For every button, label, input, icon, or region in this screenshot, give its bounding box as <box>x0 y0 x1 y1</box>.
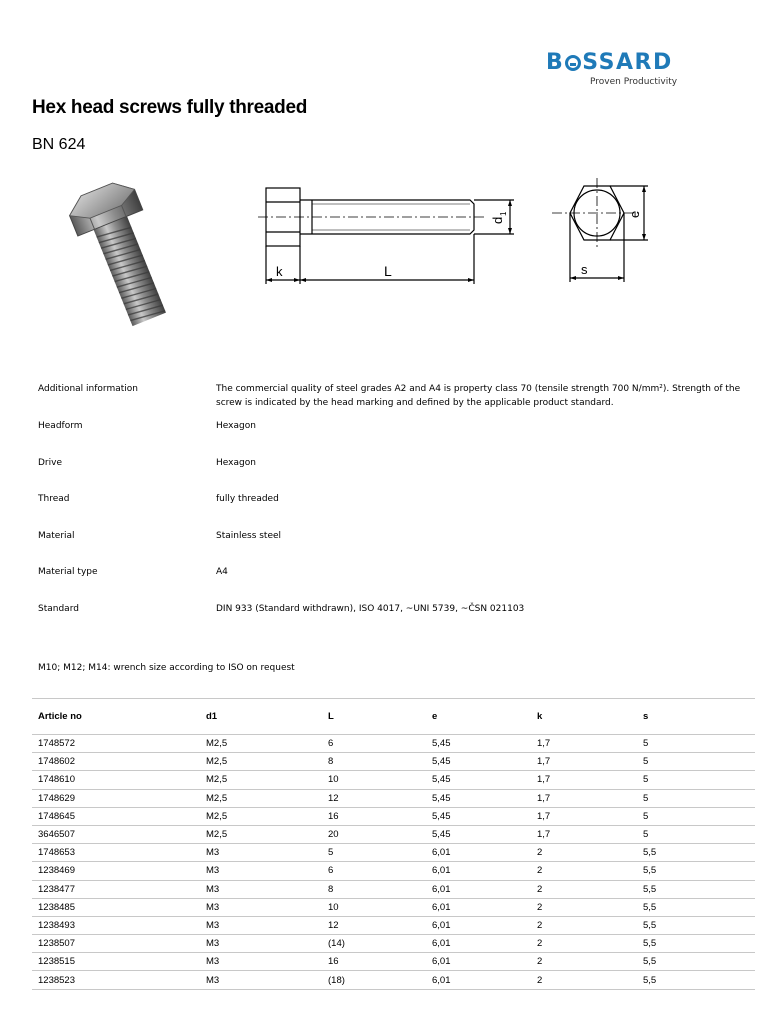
cell-d1: M3 <box>206 883 220 895</box>
cell-article-no: 1238493 <box>38 919 75 931</box>
table-row <box>32 753 755 771</box>
cell-L: 6 <box>328 738 334 750</box>
prop-row-thread <box>38 492 758 529</box>
logo-o-mark <box>565 55 581 71</box>
cell-L: 6 <box>328 865 334 877</box>
cell-e: 6,01 <box>432 847 451 859</box>
cell-k: 2 <box>537 847 543 859</box>
header-d1: d1 <box>206 711 218 722</box>
cell-d1: M3 <box>206 847 220 859</box>
cell-e: 6,01 <box>432 956 451 968</box>
table-row <box>32 917 755 935</box>
cell-L: 20 <box>328 829 339 841</box>
prop-row-drive <box>38 456 758 493</box>
prop-label: Material type <box>38 567 98 577</box>
table-row <box>32 826 755 844</box>
cell-e: 6,01 <box>432 883 451 895</box>
label-d1-subscript: 1 <box>499 211 508 216</box>
table-row <box>32 935 755 953</box>
cell-s: 5,5 <box>643 974 657 986</box>
end-view-drawing <box>548 178 650 284</box>
cell-article-no: 1238515 <box>38 956 75 968</box>
cell-k: 2 <box>537 938 543 950</box>
prop-label: Additional information <box>38 384 138 394</box>
cell-d1: M2,5 <box>206 792 228 804</box>
table-row <box>32 771 755 789</box>
cell-d1: M2,5 <box>206 810 228 822</box>
cell-k: 2 <box>537 919 543 931</box>
cell-k: 1,7 <box>537 756 551 768</box>
article-table <box>32 698 755 990</box>
cell-L: 5 <box>328 847 334 859</box>
prop-row-material-type <box>38 565 758 602</box>
cell-e: 5,45 <box>432 792 451 804</box>
cell-s: 5,5 <box>643 919 657 931</box>
table-row <box>32 790 755 808</box>
cell-k: 1,7 <box>537 792 551 804</box>
prop-label: Thread <box>38 494 70 504</box>
table-row <box>32 735 755 753</box>
table-row <box>32 881 755 899</box>
cell-d1: M2,5 <box>206 738 228 750</box>
cell-e: 6,01 <box>432 938 451 950</box>
product-code: BN 624 <box>32 136 86 153</box>
bossard-logo <box>546 50 686 94</box>
side-view-drawing <box>258 178 518 286</box>
header-k: k <box>537 711 543 722</box>
cell-L: 10 <box>328 901 339 913</box>
cell-s: 5,5 <box>643 847 657 859</box>
cell-e: 5,45 <box>432 829 451 841</box>
prop-value: Hexagon <box>216 457 256 468</box>
cell-s: 5,5 <box>643 883 657 895</box>
cell-s: 5,5 <box>643 865 657 877</box>
prop-value: Stainless steel <box>216 530 282 541</box>
cell-s: 5 <box>643 738 649 750</box>
table-row <box>32 971 755 989</box>
cell-e: 6,01 <box>432 865 451 877</box>
screw-photo <box>58 170 188 330</box>
header-s: s <box>643 711 649 722</box>
brand-tagline: Proven Productivity <box>590 77 678 87</box>
cell-d1: M3 <box>206 901 220 913</box>
cell-k: 1,7 <box>537 829 551 841</box>
cell-e: 5,45 <box>432 810 451 822</box>
cell-d1: M3 <box>206 865 220 877</box>
cell-L: (18) <box>328 974 345 986</box>
cell-s: 5 <box>643 792 649 804</box>
cell-L: 16 <box>328 956 339 968</box>
prop-row-additional-information <box>38 382 758 419</box>
prop-value: fully threaded <box>216 494 279 504</box>
cell-d1: M3 <box>206 919 220 931</box>
cell-L: 16 <box>328 810 339 822</box>
header-article-no: Article no <box>38 711 82 722</box>
header-e: e <box>432 711 438 722</box>
page-title: Hex head screws fully threaded <box>32 97 308 118</box>
cell-k: 1,7 <box>537 810 551 822</box>
wrench-size-note: M10; M12; M14: wrench size according to ISO on request <box>38 663 295 673</box>
prop-row-headform <box>38 419 758 456</box>
cell-article-no: 1748572 <box>38 738 75 750</box>
cell-L: 8 <box>328 756 334 768</box>
cell-article-no: 1748610 <box>38 774 75 786</box>
cell-s: 5 <box>643 829 649 841</box>
cell-article-no: 3646507 <box>38 829 75 841</box>
label-e: e <box>627 210 642 218</box>
cell-s: 5,5 <box>643 901 657 913</box>
cell-L: (14) <box>328 938 345 950</box>
table-row <box>32 899 755 917</box>
cell-d1: M3 <box>206 938 220 950</box>
cell-k: 2 <box>537 956 543 968</box>
cell-article-no: 1238485 <box>38 901 75 913</box>
cell-k: 2 <box>537 974 543 986</box>
cell-article-no: 1238523 <box>38 974 75 986</box>
prop-label: Headform <box>38 421 83 431</box>
cell-k: 2 <box>537 901 543 913</box>
cell-d1: M2,5 <box>206 774 228 786</box>
prop-row-standard <box>38 602 758 622</box>
cell-d1: M3 <box>206 956 220 968</box>
cell-d1: M2,5 <box>206 829 228 841</box>
prop-row-material <box>38 529 758 566</box>
prop-value: A4 <box>216 567 228 577</box>
table-header-row <box>32 698 755 735</box>
cell-e: 5,45 <box>432 756 451 768</box>
table-row <box>32 844 755 862</box>
cell-article-no: 1748629 <box>38 792 75 804</box>
cell-e: 6,01 <box>432 974 451 986</box>
label-k: k <box>276 264 283 279</box>
prop-value: Hexagon <box>216 421 256 431</box>
cell-k: 1,7 <box>537 738 551 750</box>
cell-article-no: 1748653 <box>38 847 75 859</box>
cell-article-no: 1748602 <box>38 756 75 768</box>
prop-label: Standard <box>38 603 79 614</box>
cell-d1: M2,5 <box>206 756 228 768</box>
label-s: s <box>581 262 588 277</box>
table-row <box>32 953 755 971</box>
table-body <box>32 735 755 990</box>
cell-k: 2 <box>537 883 543 895</box>
table-row <box>32 862 755 880</box>
cell-article-no: 1238507 <box>38 938 75 950</box>
prop-value: The commercial quality of steel grades A2 and A4 is property class 70 (tensile strength 700 N/mm²). Strength of the screw is indicated by the head marking and defined by the applicable product standard. <box>216 384 741 408</box>
cell-e: 6,01 <box>432 901 451 913</box>
cell-s: 5,5 <box>643 956 657 968</box>
cell-s: 5 <box>643 774 649 786</box>
cell-s: 5,5 <box>643 938 657 950</box>
cell-e: 5,45 <box>432 738 451 750</box>
prop-value: DIN 933 (Standard withdrawn), ISO 4017, ~UNI 5739, ~ČSN 021103 <box>216 603 525 614</box>
cell-s: 5 <box>643 756 649 768</box>
header-L: L <box>328 711 334 722</box>
cell-d1: M3 <box>206 974 220 986</box>
cell-L: 12 <box>328 792 339 804</box>
cell-L: 10 <box>328 774 339 786</box>
properties-list <box>38 382 758 622</box>
label-L: L <box>384 263 392 279</box>
prop-label: Drive <box>38 457 62 468</box>
cell-article-no: 1238477 <box>38 883 75 895</box>
table-row <box>32 808 755 826</box>
label-d1: d <box>490 216 505 224</box>
cell-s: 5 <box>643 810 649 822</box>
cell-article-no: 1748645 <box>38 810 75 822</box>
brand-name: B SSARD <box>546 50 673 75</box>
cell-L: 8 <box>328 883 334 895</box>
cell-article-no: 1238469 <box>38 865 75 877</box>
cell-e: 6,01 <box>432 919 451 931</box>
cell-k: 2 <box>537 865 543 877</box>
prop-label: Material <box>38 530 75 541</box>
cell-e: 5,45 <box>432 774 451 786</box>
cell-L: 12 <box>328 919 339 931</box>
cell-k: 1,7 <box>537 774 551 786</box>
